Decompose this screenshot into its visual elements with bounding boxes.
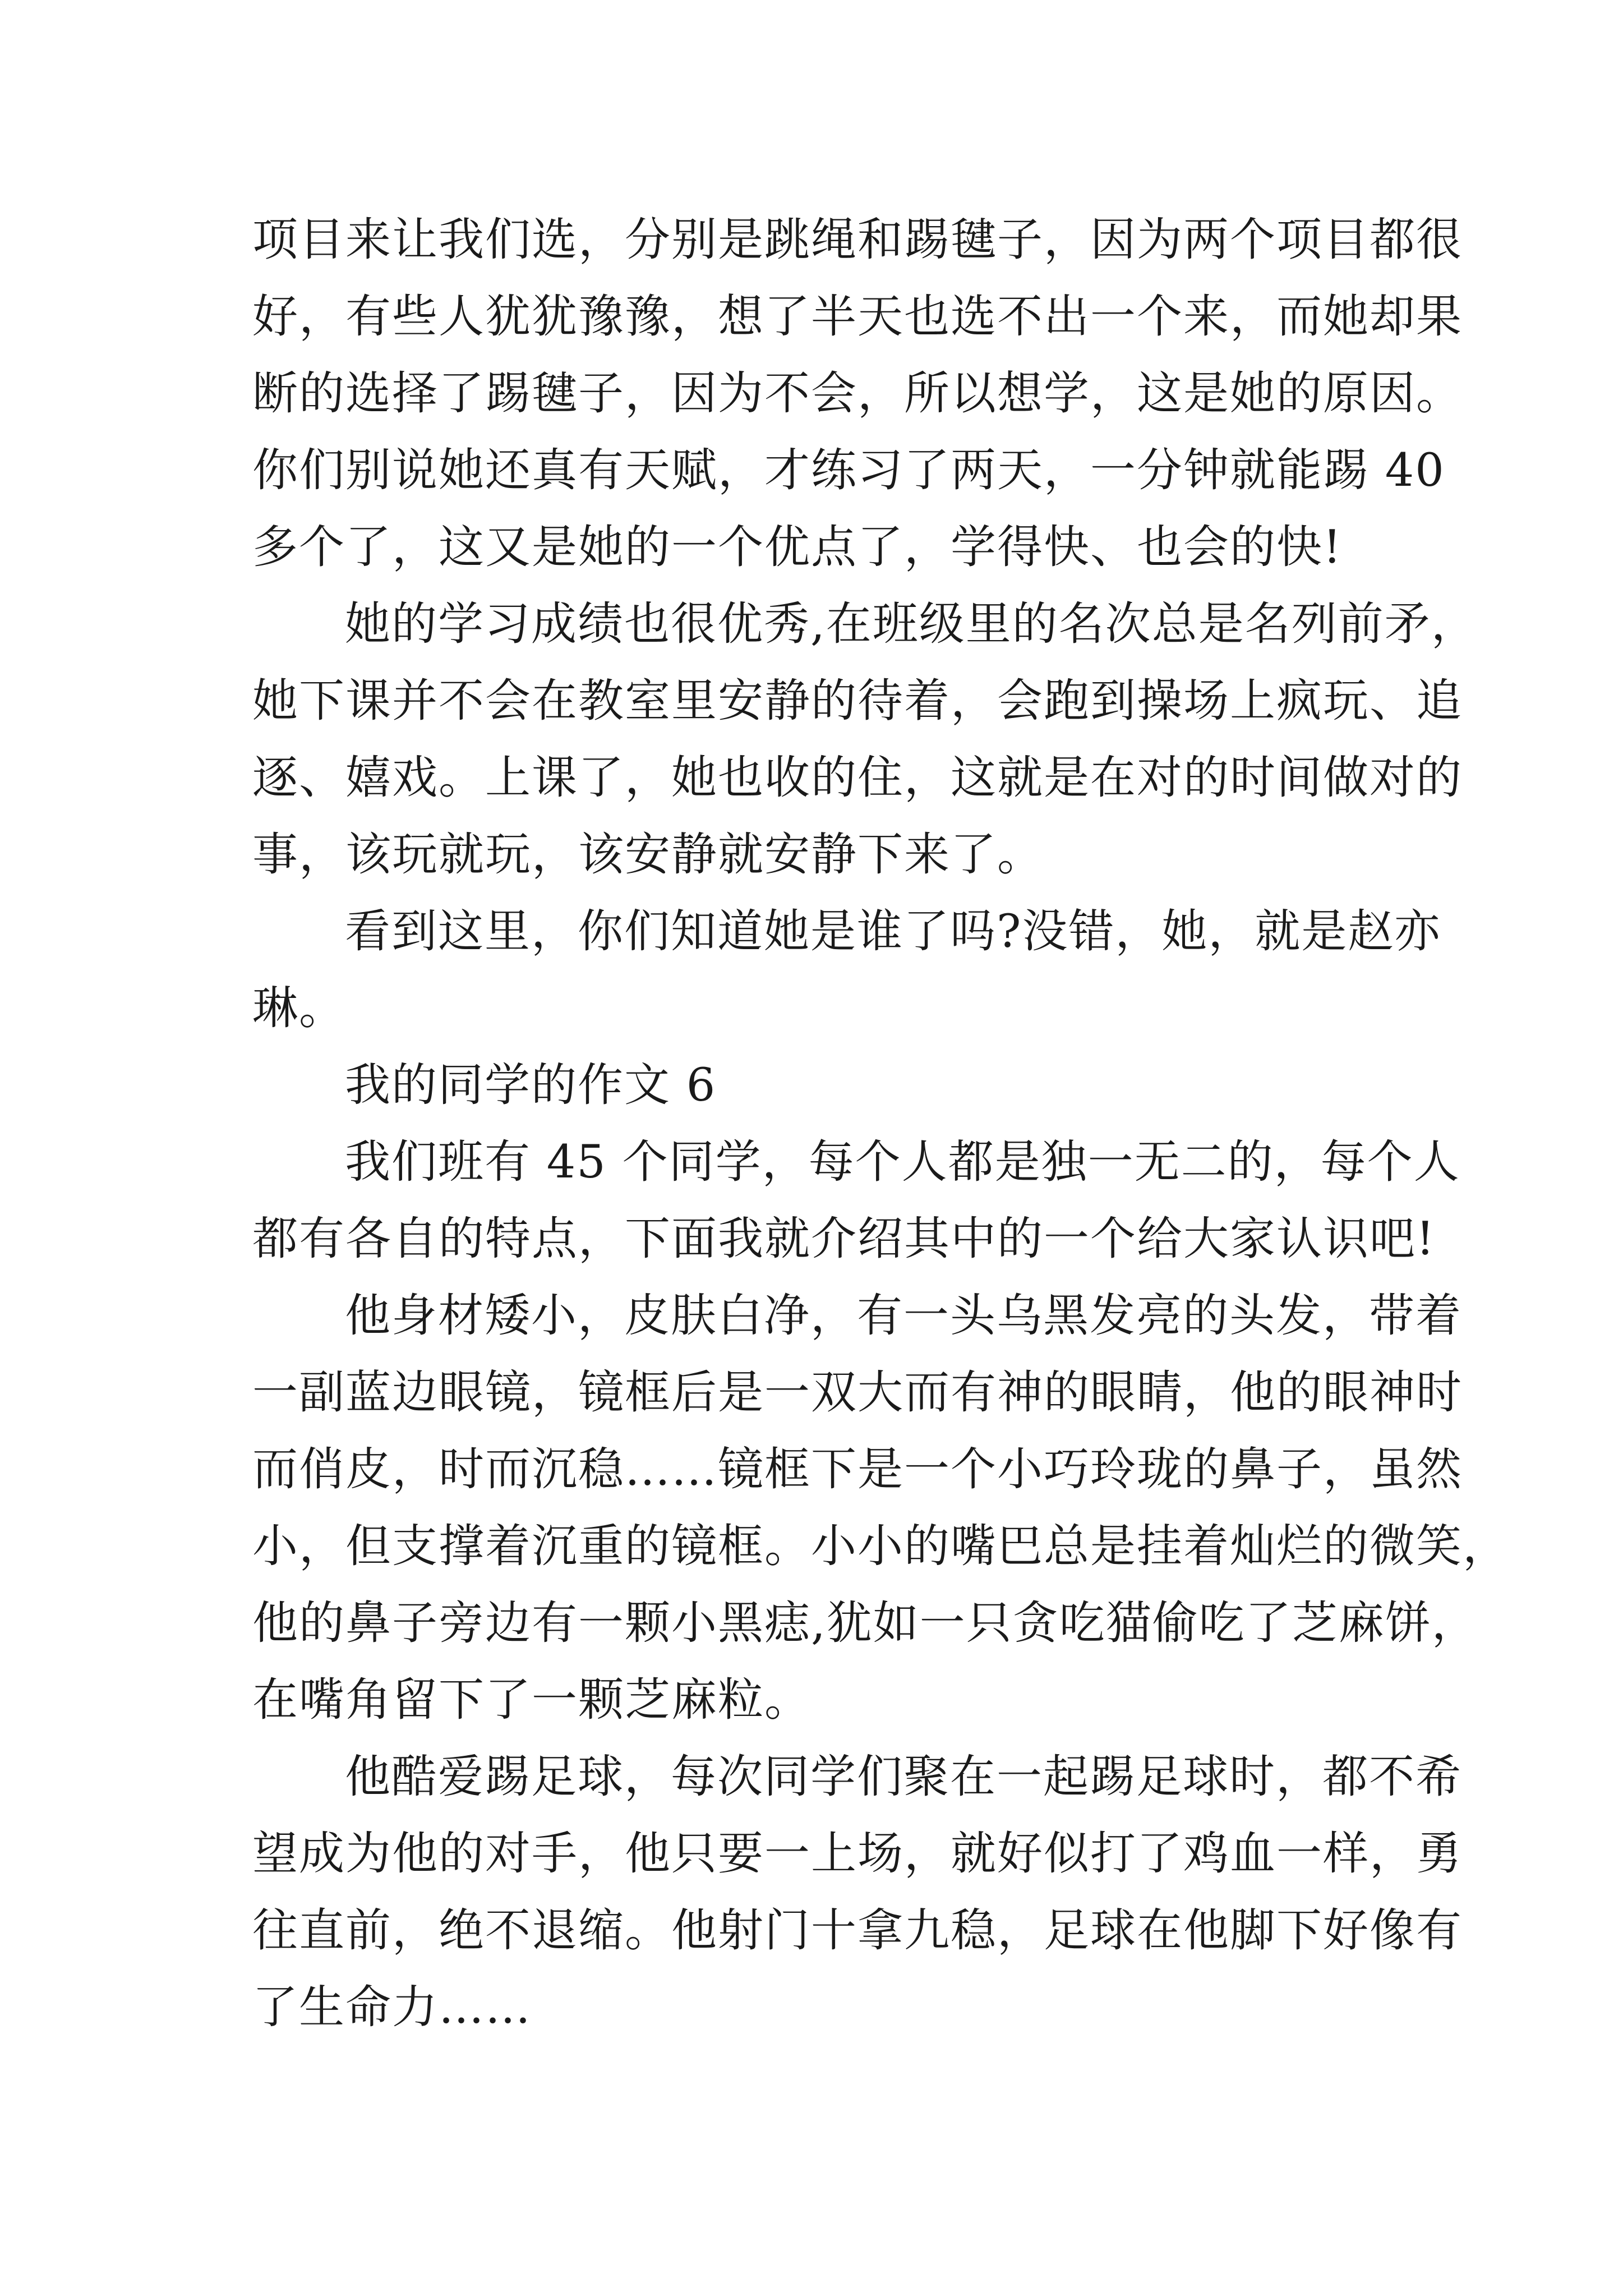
text-line: 事，该玩就玩，该安静就安静下来了。 [252, 829, 1044, 881]
text-line: 项目来让我们选，分别是跳绳和踢毽子，因为两个项目都很 [252, 214, 1463, 266]
text-line: 了生命力…… [252, 1981, 532, 2034]
text-line: 她下课并不会在教室里安静的待着，会跑到操场上疯玩、追 [252, 675, 1463, 728]
text-line: 琳。 [252, 982, 346, 1035]
paragraph-start-line: 她的学习成绩也很优秀,在班级里的名次总是名列前矛， [345, 598, 1478, 651]
text-line: 一副蓝边眼镜，镜框后是一双大而有神的眼睛，他的眼神时 [252, 1366, 1463, 1419]
text-line: 小，但支撑着沉重的镜框。小小的嘴巴总是挂着灿烂的微笑， [252, 1520, 1510, 1573]
text-line: 他的鼻子旁边有一颗小黑痣,犹如一只贪吃猫偷吃了芝麻饼， [252, 1597, 1478, 1650]
text-line: 逐、嬉戏。上课了，她也收的住，这就是在对的时间做对的 [252, 752, 1463, 804]
paragraph-start-line: 看到这里，你们知道她是谁了吗?没错，她，就是赵亦 [345, 905, 1441, 958]
text-line: 你们别说她还真有天赋，才练习了两天，一分钟就能踢 40 [252, 444, 1445, 497]
essay-body [252, 202, 1510, 2046]
text-line: 而俏皮，时而沉稳……镜框下是一个小巧玲珑的鼻子，虽然 [252, 1443, 1463, 1496]
text-line: 都有各自的特点，下面我就介绍其中的一个给大家认识吧! [252, 1213, 1436, 1266]
paragraph-start-line: 他身材矮小，皮肤白净，有一头乌黑发亮的头发，带着 [345, 1290, 1463, 1342]
text-line: 多个了，这又是她的一个优点了，学得快、也会的快! [252, 521, 1343, 574]
text-line: 好，有些人犹犹豫豫，想了半天也选不出一个来，而她却果 [252, 291, 1463, 343]
paragraph-start-line: 我的同学的作文 6 [345, 1059, 717, 1112]
paragraph-start-line: 他酷爱踢足球，每次同学们聚在一起踢足球时，都不希 [345, 1751, 1463, 1803]
text-line: 往直前，绝不退缩。他射门十拿九稳，足球在他脚下好像有 [252, 1904, 1463, 1957]
text-line: 在嘴角留下了一颗芝麻粒。 [252, 1674, 811, 1727]
paragraph-start-line: 我们班有 45 个同学，每个人都是独一无二的，每个人 [345, 1136, 1460, 1189]
text-line: 断的选择了踢毽子，因为不会，所以想学，这是她的原因。 [252, 367, 1463, 420]
text-line: 望成为他的对手，他只要一上场，就好似打了鸡血一样，勇 [252, 1828, 1463, 1880]
